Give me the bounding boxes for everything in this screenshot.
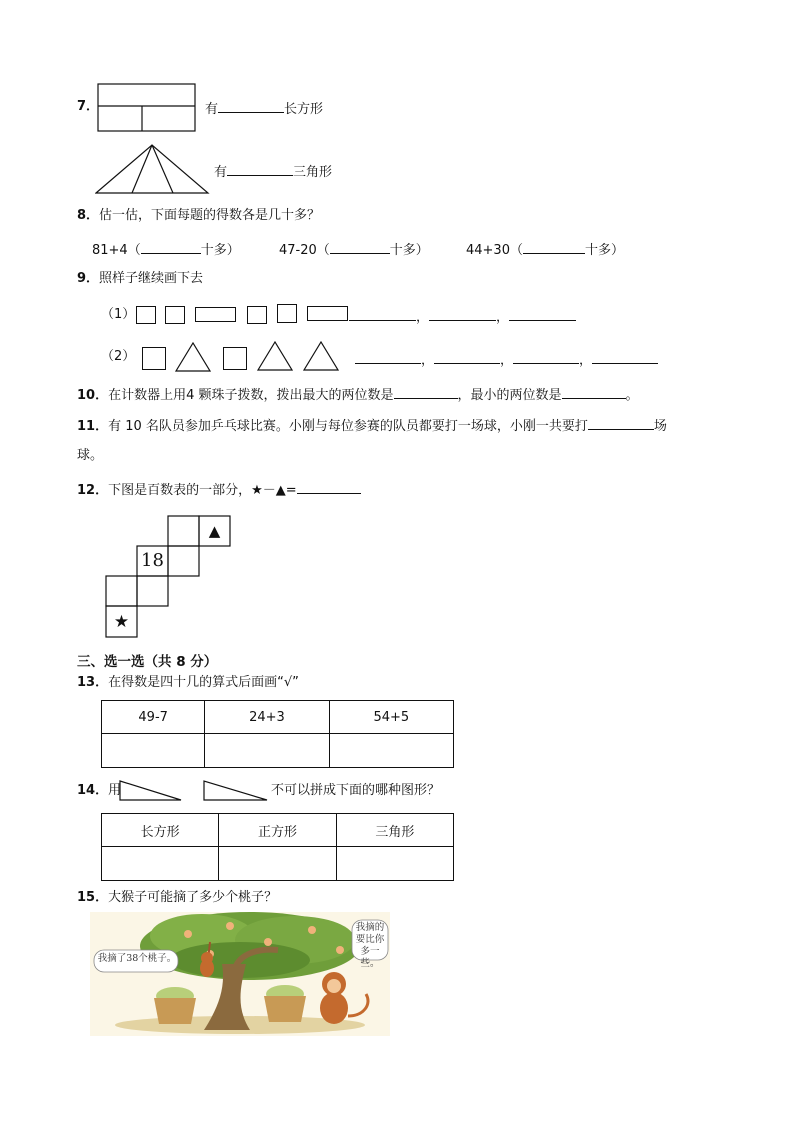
- table-header-cell: 长方形: [102, 814, 219, 847]
- answer-blank[interactable]: [523, 239, 585, 254]
- answer-blank[interactable]: [434, 349, 500, 364]
- table-header-cell: 24+3: [205, 701, 329, 734]
- q9-row1-answers: ， ，: [349, 306, 576, 327]
- q14-text: 不可以拼成下面的哪种图形？: [271, 783, 441, 798]
- table-header-cell: 49-7: [102, 701, 205, 734]
- q13-table: [101, 700, 454, 768]
- answer-cell[interactable]: [205, 734, 329, 768]
- speech-bubble-right: 我摘的要比你多一些。: [355, 922, 385, 969]
- answer-blank[interactable]: [429, 306, 496, 321]
- right-triangle-piece: [203, 780, 269, 802]
- q8-question: 8．估一估，下面每题的得数各是几十多？: [77, 208, 321, 223]
- monkeys-peach-tree-illustration: [90, 912, 390, 1036]
- q9-question: 9．照样子继续画下去: [77, 271, 204, 286]
- answer-blank[interactable]: [513, 349, 579, 364]
- small-square-shape: [277, 304, 297, 323]
- answer-blank[interactable]: [394, 384, 458, 399]
- answer-cell[interactable]: [336, 847, 453, 881]
- q7-number: 7．: [77, 99, 100, 114]
- speech-bubble-left: 我摘了38个桃子。: [97, 953, 177, 964]
- answer-cell[interactable]: [102, 847, 219, 881]
- triangle-shape: [257, 341, 293, 371]
- small-square-shape: [247, 306, 267, 324]
- small-square-shape: [136, 306, 156, 324]
- triangle-icon: ▲: [208, 522, 221, 540]
- q14-table: [101, 813, 454, 881]
- small-square-shape: [165, 306, 185, 324]
- answer-blank[interactable]: [227, 161, 293, 176]
- answer-cell[interactable]: [329, 734, 453, 768]
- q7-tri-answer: 有 三角形: [214, 161, 332, 182]
- rectangle-shape: [195, 307, 236, 322]
- triangle-figure: [95, 143, 210, 195]
- q13-question: 13．在得数是四十几的算式后面画“√”: [77, 675, 299, 690]
- rectangle-figure: [97, 83, 197, 133]
- q11-continued: 球。: [77, 448, 104, 463]
- answer-blank[interactable]: [355, 349, 421, 364]
- q15-question: 15．大猴子可能摘了多少个桃子？: [77, 890, 278, 905]
- q9-row1-label: （1）: [101, 307, 136, 322]
- answer-blank[interactable]: [509, 306, 576, 321]
- q10-question: 10．在计数器上用4 颗珠子拨数，拨出最大的两位数是 ，最小的两位数是 。: [77, 384, 639, 405]
- answer-blank[interactable]: [297, 479, 361, 494]
- q8-item-2: 47-20（ 十多）: [279, 239, 429, 260]
- q12-question: 12．下图是百数表的一部分，★－▲=: [77, 479, 361, 500]
- cell-number: 18: [141, 550, 164, 571]
- answer-cell[interactable]: [219, 847, 336, 881]
- q7-rect-answer: 有 长方形: [205, 98, 323, 119]
- answer-cell[interactable]: [102, 734, 205, 768]
- triangle-shape: [175, 342, 211, 372]
- right-triangle-piece: [119, 780, 183, 802]
- q11-question: 11．有 10 名队员参加乒乓球比赛。小刚与每位参赛的队员都要打一场球，小刚一共要打 场: [77, 415, 667, 436]
- answer-blank[interactable]: [218, 98, 284, 113]
- square-shape: [142, 347, 166, 370]
- q8-item-1: 81+4（ 十多）: [92, 239, 240, 260]
- q14-question: 14．用: [77, 783, 122, 798]
- table-header-cell: 正方形: [219, 814, 336, 847]
- answer-blank[interactable]: [562, 384, 626, 399]
- table-header-cell: 54+5: [329, 701, 453, 734]
- square-shape: [223, 347, 247, 370]
- q9-row2-answers: ， ， ，: [355, 349, 658, 370]
- answer-blank[interactable]: [330, 239, 390, 254]
- q8-item-3: 44+30（ 十多）: [466, 239, 624, 260]
- answer-blank[interactable]: [592, 349, 658, 364]
- answer-blank[interactable]: [141, 239, 201, 254]
- table-header-cell: 三角形: [336, 814, 453, 847]
- answer-blank[interactable]: [349, 306, 416, 321]
- answer-blank[interactable]: [588, 415, 654, 430]
- star-icon: ★: [113, 612, 130, 632]
- rectangle-shape: [307, 306, 348, 321]
- q9-row2-label: （2）: [101, 349, 136, 364]
- triangle-shape: [303, 341, 339, 371]
- section-title: 三、选一选（共 8 分）: [77, 654, 218, 670]
